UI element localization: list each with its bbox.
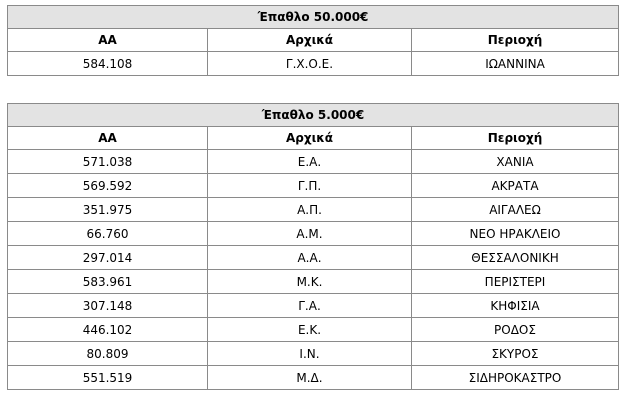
table-row [8,342,619,366]
prize-table-50000 [7,5,619,76]
cell-initials: Μ.Δ. [208,366,412,390]
cell-initials: Γ.Χ.Ο.Ε. [208,52,412,76]
table-title: Έπαθλο 50.000€ [8,6,619,29]
table-row [8,270,619,294]
cell-initials: Ε.Κ. [208,318,412,342]
cell-aa: 584.108 [8,52,208,76]
cell-region: ΣΚΥΡΟΣ [412,342,619,366]
table-row [8,366,619,390]
table-row [8,150,619,174]
table-title: Έπαθλο 5.000€ [8,104,619,127]
table-row [8,198,619,222]
cell-aa: 297.014 [8,246,208,270]
cell-aa: 551.519 [8,366,208,390]
cell-aa: 307.148 [8,294,208,318]
cell-region: ΑΚΡΑΤΑ [412,174,619,198]
cell-region: ΙΩΑΝΝΙΝΑ [412,52,619,76]
table-row [8,174,619,198]
cell-initials: Α.Α. [208,246,412,270]
cell-region: ΧΑΝΙΑ [412,150,619,174]
cell-aa: 351.975 [8,198,208,222]
cell-aa: 446.102 [8,318,208,342]
column-header-aa: ΑΑ [8,127,208,150]
cell-initials: Α.Π. [208,198,412,222]
cell-aa: 571.038 [8,150,208,174]
cell-initials: Ι.Ν. [208,342,412,366]
column-header-initials: Αρχικά [208,29,412,52]
cell-region: ΠΕΡΙΣΤΕΡΙ [412,270,619,294]
column-header-region: Περιοχή [412,29,619,52]
cell-aa: 569.592 [8,174,208,198]
prize-table-5000 [7,103,619,390]
cell-aa: 80.809 [8,342,208,366]
cell-region: ΣΙΔΗΡΟΚΑΣΤΡΟ [412,366,619,390]
cell-region: ΚΗΦΙΣΙΑ [412,294,619,318]
table-row [8,222,619,246]
table-title-row [8,104,619,127]
table-row [8,52,619,76]
column-header-region: Περιοχή [412,127,619,150]
cell-aa: 583.961 [8,270,208,294]
table-header-row [8,127,619,150]
table-header-row [8,29,619,52]
column-header-initials: Αρχικά [208,127,412,150]
table-title-row [8,6,619,29]
cell-initials: Γ.Α. [208,294,412,318]
column-header-aa: ΑΑ [8,29,208,52]
cell-initials: Μ.Κ. [208,270,412,294]
cell-region: ΡΟΔΟΣ [412,318,619,342]
cell-region: ΘΕΣΣΑΛΟΝΙΚΗ [412,246,619,270]
cell-initials: Ε.Α. [208,150,412,174]
cell-region: ΝΕΟ ΗΡΑΚΛΕΙΟ [412,222,619,246]
table-row [8,294,619,318]
cell-aa: 66.760 [8,222,208,246]
table-row [8,318,619,342]
cell-initials: Γ.Π. [208,174,412,198]
cell-region: ΑΙΓΑΛΕΩ [412,198,619,222]
cell-initials: Α.Μ. [208,222,412,246]
table-row [8,246,619,270]
